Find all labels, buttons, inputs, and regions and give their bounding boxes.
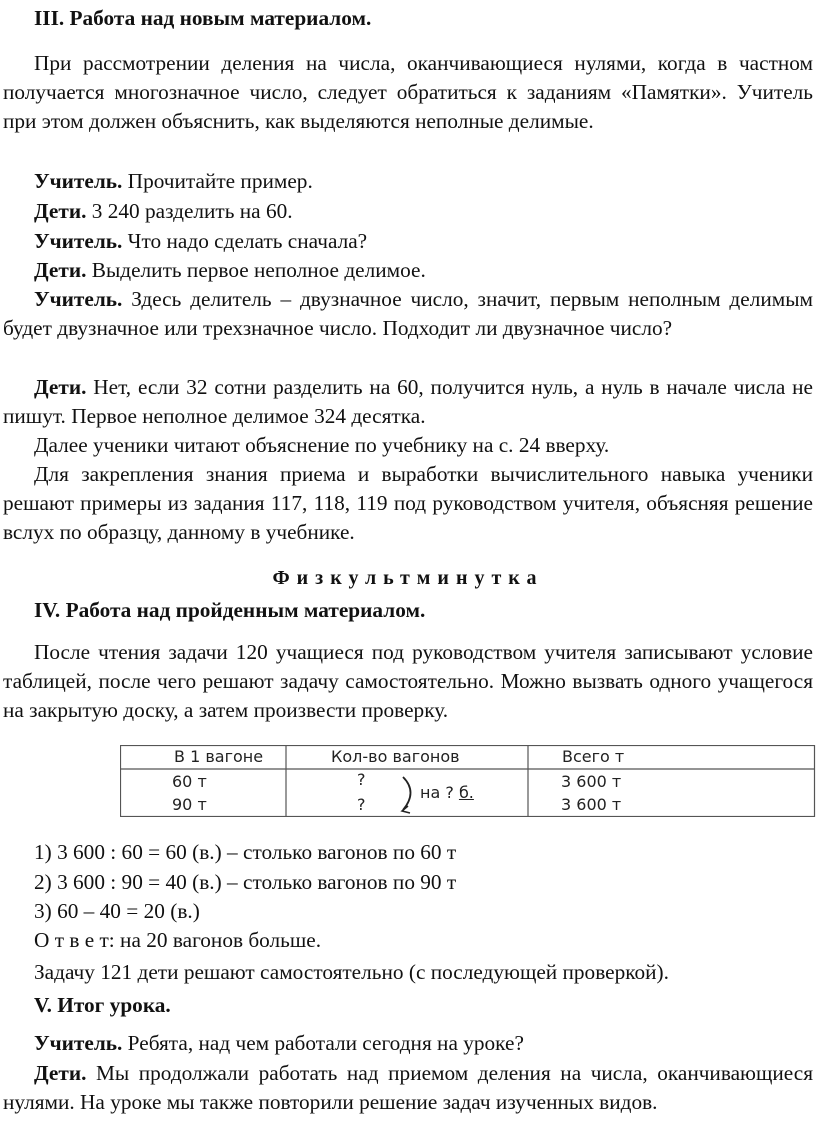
answer-text: на 20 вагонов больше. (114, 928, 322, 952)
dialogue-paragraph (3, 285, 813, 343)
speaker-label: Учитель. (34, 229, 123, 253)
dialogue-line (34, 197, 293, 226)
speaker-label: Дети. (34, 1061, 87, 1085)
dialogue-line (34, 167, 313, 196)
section-3-heading: III. Работа над новым материалом. (34, 6, 372, 30)
dialogue-text: Мы продолжали работать над приемом деления на числа, оканчивающиеся нулями. На уроке мы также повторили решение задач изученных видов. (3, 1061, 813, 1114)
task-121-paragraph: Задачу 121 дети решают самостоятельно (с последующей проверкой). (34, 960, 669, 984)
table-cell: 90 т (172, 795, 207, 814)
table-cell: 3 600 т (561, 795, 622, 814)
speaker-label: Дети. (34, 258, 87, 282)
reading-paragraph: Далее ученики читают объяснение по учебнику на с. 24 вверху. (34, 433, 610, 457)
speaker-label: Дети. (34, 199, 87, 223)
practice-paragraph: Для закрепления знания приема и выработки вычислительного навыка ученики решают примеры из задания 117, 118, 119 под руководством учителя, объясняя решение вслух по образцу, данному в учебнике. (3, 462, 813, 544)
arrow-head-icon (402, 806, 410, 813)
dialogue-line (34, 256, 426, 285)
fizkultminutka-heading: Физкультминутка (272, 567, 544, 589)
table-cell: ? (357, 795, 366, 814)
dialogue-line (34, 227, 367, 256)
dialogue-text: Прочитайте пример. (122, 169, 313, 193)
bracket-note: на ? б. (420, 783, 474, 802)
condition-table (120, 745, 816, 817)
speaker-label: Учитель. (34, 287, 123, 311)
table-header: Кол-во вагонов (331, 747, 460, 766)
table-header: В 1 вагоне (174, 747, 264, 766)
bracket-brace (403, 777, 411, 810)
table-cell: ? (357, 770, 366, 789)
speaker-label: Дети. (34, 375, 87, 399)
table-cell: 3 600 т (561, 772, 622, 791)
dialogue-paragraph (3, 1059, 813, 1117)
dialogue-text: Нет, если 32 сотни разделить на 60, получится нуль, а нуль в начале числа не пишут. Первое неполное делимое 324 десятка. (3, 375, 813, 428)
section-4-intro: После чтения задачи 120 учащиеся под руководством учителя записывают условие таблицей, после чего решают задачу самостоятельно. Можно вызвать одного учащегося на закрытую доску, а затем произвести проверку. (3, 640, 813, 722)
dialogue-text: Выделить первое неполное делимое. (86, 258, 426, 282)
dialogue-text: Что надо сделать сначала? (122, 229, 368, 253)
dialogue-text: 3 240 разделить на 60. (86, 199, 293, 223)
dialogue-paragraph (3, 373, 813, 431)
speaker-label: Учитель. (34, 1031, 123, 1055)
solution-step: 2) 3 600 : 90 = 40 (в.) – столько вагонов по 90 т (34, 870, 457, 894)
speaker-label: Учитель. (34, 169, 123, 193)
dialogue-text: Здесь делитель – двузначное число, значит, первым неполным делимым будет двузначное или трехзначное число. Подходит ли двузначное число? (3, 287, 813, 340)
section-4-heading: IV. Работа над пройденным материалом. (34, 598, 426, 622)
section-3-intro: При рассмотрении деления на числа, оканчивающиеся нулями, когда в частном получается многозначное число, следует обратиться к заданиям «Памятки». Учитель при этом должен объяснить, как выделяются неполные делимые. (3, 51, 813, 133)
answer-label: О т в е т: (34, 928, 115, 952)
table-header: Всего т (562, 747, 625, 766)
dialogue-line (34, 1029, 524, 1058)
solution-step: 3) 60 – 40 = 20 (в.) (34, 899, 200, 923)
dialogue-text: Ребята, над чем работали сегодня на уроке? (122, 1031, 524, 1055)
table-cell: 60 т (172, 772, 207, 791)
solution-step: 1) 3 600 : 60 = 60 (в.) – столько вагонов по 60 т (34, 840, 457, 864)
answer-line (34, 926, 321, 955)
section-5-heading: V. Итог урока. (34, 993, 171, 1017)
